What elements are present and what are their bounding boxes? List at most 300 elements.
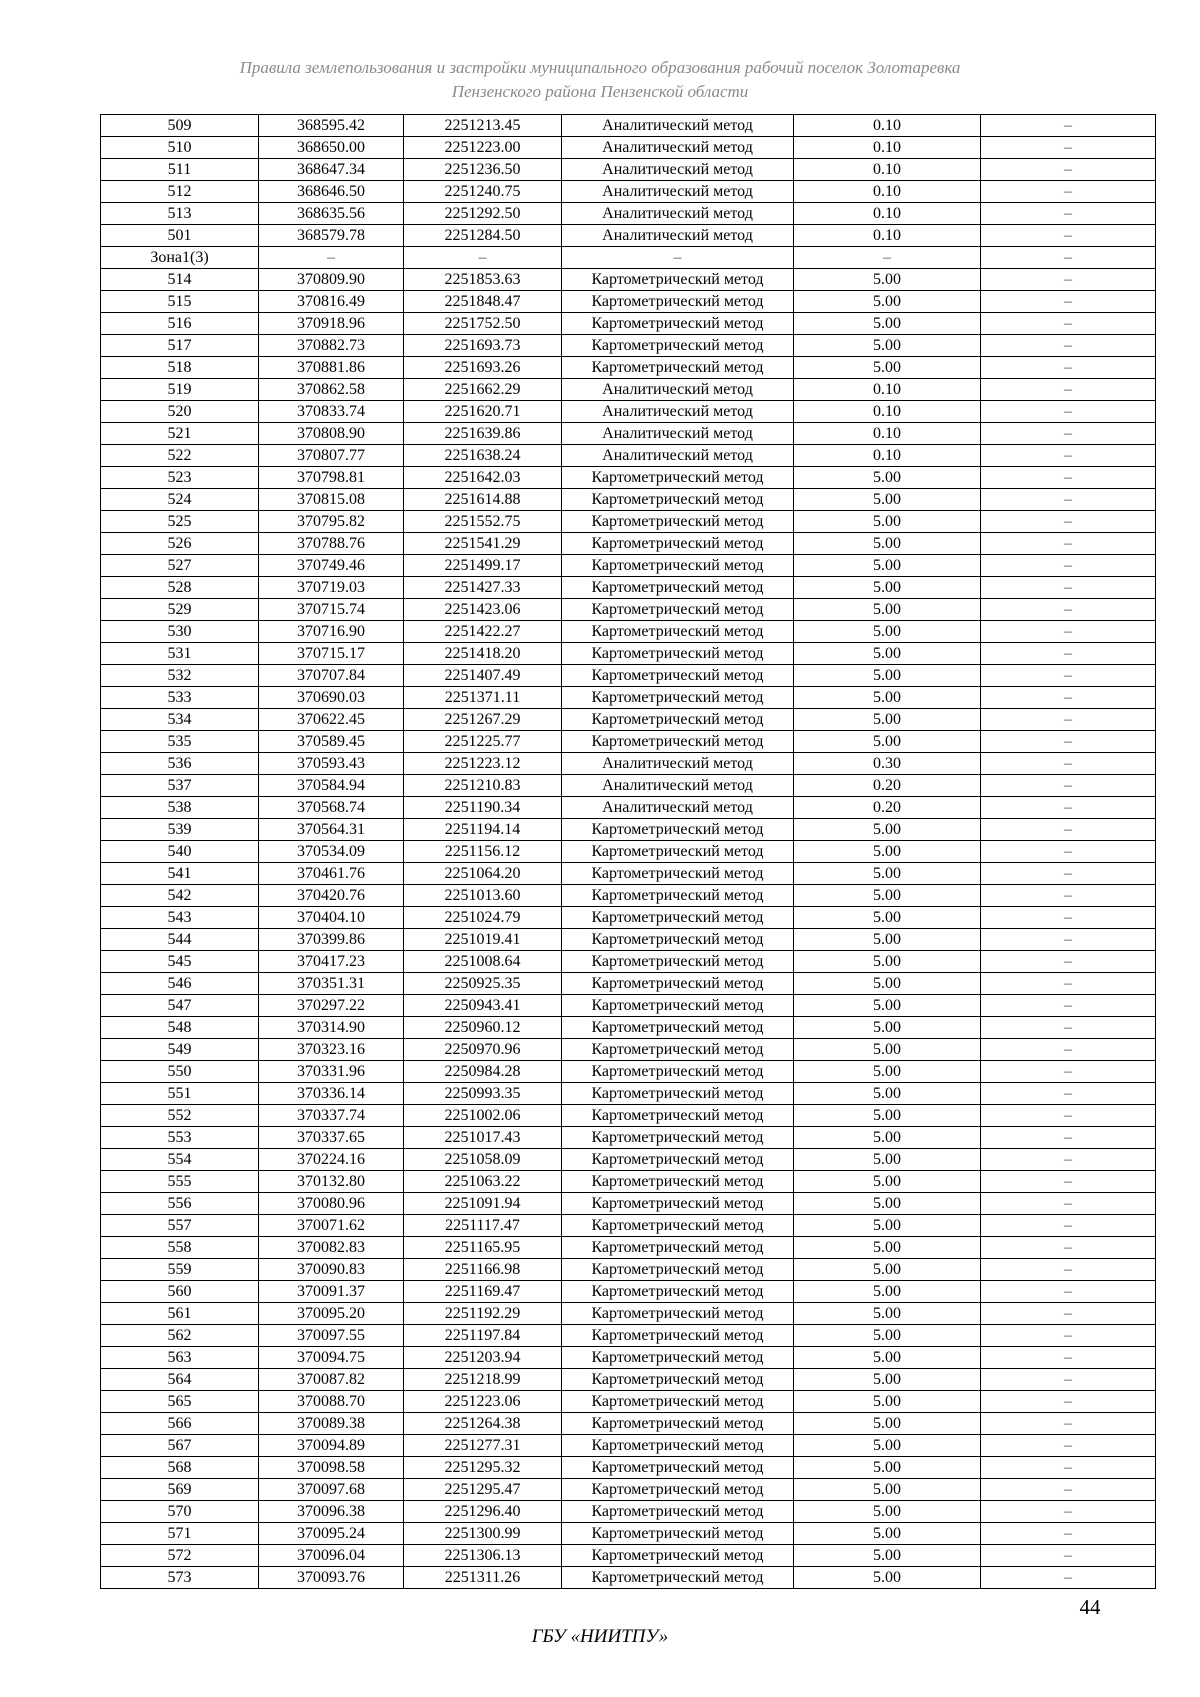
method-cell: Аналитический метод	[562, 401, 794, 423]
note-cell: –	[981, 225, 1156, 247]
method-cell: Картометрический метод	[562, 335, 794, 357]
x-coordinate-cell: 370593.43	[259, 753, 404, 775]
accuracy-cell: 0.20	[794, 775, 981, 797]
accuracy-cell: 5.00	[794, 1347, 981, 1369]
y-coordinate-cell: 2250925.35	[404, 973, 562, 995]
table-row	[101, 1391, 1156, 1413]
accuracy-cell: 5.00	[794, 885, 981, 907]
accuracy-cell: 5.00	[794, 1413, 981, 1435]
point-number-cell: 522	[101, 445, 259, 467]
accuracy-cell: 5.00	[794, 1369, 981, 1391]
accuracy-cell: 5.00	[794, 1457, 981, 1479]
y-coordinate-cell: 2251499.17	[404, 555, 562, 577]
accuracy-cell: 0.10	[794, 159, 981, 181]
note-cell: –	[981, 401, 1156, 423]
y-coordinate-cell: 2251277.31	[404, 1435, 562, 1457]
accuracy-cell: 5.00	[794, 1017, 981, 1039]
y-coordinate-cell: 2251156.12	[404, 841, 562, 863]
note-cell: –	[981, 115, 1156, 137]
table-row	[101, 775, 1156, 797]
point-number-cell: 518	[101, 357, 259, 379]
table-row	[101, 1501, 1156, 1523]
note-cell: –	[981, 709, 1156, 731]
x-coordinate-cell: 370089.38	[259, 1413, 404, 1435]
point-number-cell: 555	[101, 1171, 259, 1193]
note-cell: –	[981, 511, 1156, 533]
method-cell: Картометрический метод	[562, 1545, 794, 1567]
note-cell: –	[981, 1325, 1156, 1347]
x-coordinate-cell: 370337.65	[259, 1127, 404, 1149]
table-row	[101, 753, 1156, 775]
y-coordinate-cell: 2250960.12	[404, 1017, 562, 1039]
note-cell: –	[981, 269, 1156, 291]
y-coordinate-cell: 2251292.50	[404, 203, 562, 225]
x-coordinate-cell: 370918.96	[259, 313, 404, 335]
point-number-cell: 570	[101, 1501, 259, 1523]
y-coordinate-cell: 2250943.41	[404, 995, 562, 1017]
x-coordinate-cell: 370323.16	[259, 1039, 404, 1061]
note-cell: –	[981, 753, 1156, 775]
method-cell: Картометрический метод	[562, 665, 794, 687]
note-cell: –	[981, 533, 1156, 555]
point-number-cell: 560	[101, 1281, 259, 1303]
y-coordinate-cell: 2250993.35	[404, 1083, 562, 1105]
point-number-cell: 531	[101, 643, 259, 665]
point-number-cell: 524	[101, 489, 259, 511]
table-row	[101, 709, 1156, 731]
y-coordinate-cell: 2251240.75	[404, 181, 562, 203]
accuracy-cell: 5.00	[794, 489, 981, 511]
note-cell: –	[981, 1061, 1156, 1083]
method-cell: Аналитический метод	[562, 181, 794, 203]
y-coordinate-cell: 2251295.32	[404, 1457, 562, 1479]
method-cell: Картометрический метод	[562, 511, 794, 533]
point-number-cell: 548	[101, 1017, 259, 1039]
y-coordinate-cell: 2250984.28	[404, 1061, 562, 1083]
accuracy-cell: 5.00	[794, 1567, 981, 1589]
table-row	[101, 203, 1156, 225]
note-cell: –	[981, 599, 1156, 621]
point-number-cell: 520	[101, 401, 259, 423]
table-row	[101, 357, 1156, 379]
point-number-cell: 562	[101, 1325, 259, 1347]
accuracy-cell: 5.00	[794, 973, 981, 995]
table-row	[101, 995, 1156, 1017]
y-coordinate-cell: 2251620.71	[404, 401, 562, 423]
note-cell: –	[981, 1259, 1156, 1281]
note-cell: –	[981, 1369, 1156, 1391]
point-number-cell: 564	[101, 1369, 259, 1391]
coordinates-table-body	[101, 115, 1156, 1589]
table-row	[101, 1039, 1156, 1061]
table-row	[101, 1127, 1156, 1149]
note-cell: –	[981, 555, 1156, 577]
method-cell: Картометрический метод	[562, 1435, 794, 1457]
y-coordinate-cell: 2251223.06	[404, 1391, 562, 1413]
table-row	[101, 1215, 1156, 1237]
note-cell: –	[981, 313, 1156, 335]
accuracy-cell: –	[794, 247, 981, 269]
accuracy-cell: 0.30	[794, 753, 981, 775]
table-row	[101, 1193, 1156, 1215]
point-number-cell: 544	[101, 929, 259, 951]
note-cell: –	[981, 951, 1156, 973]
accuracy-cell: 5.00	[794, 709, 981, 731]
point-number-cell: 516	[101, 313, 259, 335]
point-number-cell: 547	[101, 995, 259, 1017]
y-coordinate-cell: 2251642.03	[404, 467, 562, 489]
point-number-cell: 565	[101, 1391, 259, 1413]
y-coordinate-cell: 2251693.26	[404, 357, 562, 379]
point-number-cell: 552	[101, 1105, 259, 1127]
note-cell: –	[981, 1083, 1156, 1105]
point-number-cell: 536	[101, 753, 259, 775]
table-row	[101, 1523, 1156, 1545]
x-coordinate-cell: 370404.10	[259, 907, 404, 929]
y-coordinate-cell: 2251662.29	[404, 379, 562, 401]
table-row	[101, 929, 1156, 951]
accuracy-cell: 5.00	[794, 1259, 981, 1281]
x-coordinate-cell: 370815.08	[259, 489, 404, 511]
y-coordinate-cell: 2251541.29	[404, 533, 562, 555]
method-cell: Картометрический метод	[562, 973, 794, 995]
table-row	[101, 1171, 1156, 1193]
table-row	[101, 1435, 1156, 1457]
table-row	[101, 335, 1156, 357]
note-cell: –	[981, 467, 1156, 489]
accuracy-cell: 5.00	[794, 1061, 981, 1083]
note-cell: –	[981, 1347, 1156, 1369]
method-cell: Картометрический метод	[562, 599, 794, 621]
method-cell: Картометрический метод	[562, 1193, 794, 1215]
accuracy-cell: 5.00	[794, 1545, 981, 1567]
x-coordinate-cell: 370808.90	[259, 423, 404, 445]
x-coordinate-cell: 368635.56	[259, 203, 404, 225]
accuracy-cell: 0.10	[794, 115, 981, 137]
y-coordinate-cell: 2251638.24	[404, 445, 562, 467]
x-coordinate-cell: 370622.45	[259, 709, 404, 731]
accuracy-cell: 0.20	[794, 797, 981, 819]
accuracy-cell: 5.00	[794, 1479, 981, 1501]
header-line-2: Пензенского района Пензенской области	[451, 82, 749, 101]
x-coordinate-cell: 370093.76	[259, 1567, 404, 1589]
note-cell: –	[981, 885, 1156, 907]
y-coordinate-cell: 2251225.77	[404, 731, 562, 753]
point-number-cell: 515	[101, 291, 259, 313]
x-coordinate-cell: 370882.73	[259, 335, 404, 357]
point-number-cell: 523	[101, 467, 259, 489]
method-cell: –	[562, 247, 794, 269]
method-cell: Картометрический метод	[562, 643, 794, 665]
table-row	[101, 1457, 1156, 1479]
y-coordinate-cell: 2251197.84	[404, 1325, 562, 1347]
table-row	[101, 1479, 1156, 1501]
accuracy-cell: 5.00	[794, 555, 981, 577]
method-cell: Аналитический метод	[562, 203, 794, 225]
method-cell: Картометрический метод	[562, 1501, 794, 1523]
method-cell: Картометрический метод	[562, 1083, 794, 1105]
point-number-cell: 535	[101, 731, 259, 753]
method-cell: Аналитический метод	[562, 225, 794, 247]
point-number-cell: 537	[101, 775, 259, 797]
note-cell: –	[981, 159, 1156, 181]
accuracy-cell: 5.00	[794, 643, 981, 665]
accuracy-cell: 0.10	[794, 181, 981, 203]
y-coordinate-cell: 2251418.20	[404, 643, 562, 665]
accuracy-cell: 5.00	[794, 819, 981, 841]
note-cell: –	[981, 1479, 1156, 1501]
accuracy-cell: 0.10	[794, 203, 981, 225]
point-number-cell: 563	[101, 1347, 259, 1369]
point-number-cell: 540	[101, 841, 259, 863]
accuracy-cell: 5.00	[794, 599, 981, 621]
table-row	[101, 313, 1156, 335]
accuracy-cell: 5.00	[794, 1325, 981, 1347]
y-coordinate-cell: 2251210.83	[404, 775, 562, 797]
note-cell: –	[981, 1413, 1156, 1435]
note-cell: –	[981, 247, 1156, 269]
y-coordinate-cell: 2251190.34	[404, 797, 562, 819]
point-number-cell: 543	[101, 907, 259, 929]
table-row	[101, 115, 1156, 137]
method-cell: Картометрический метод	[562, 1105, 794, 1127]
note-cell: –	[981, 643, 1156, 665]
x-coordinate-cell: 370297.22	[259, 995, 404, 1017]
point-number-cell: 527	[101, 555, 259, 577]
table-row	[101, 819, 1156, 841]
method-cell: Картометрический метод	[562, 1303, 794, 1325]
x-coordinate-cell: 370098.58	[259, 1457, 404, 1479]
point-number-cell: 534	[101, 709, 259, 731]
y-coordinate-cell: 2251213.45	[404, 115, 562, 137]
point-number-cell: 545	[101, 951, 259, 973]
accuracy-cell: 5.00	[794, 533, 981, 555]
y-coordinate-cell: 2251306.13	[404, 1545, 562, 1567]
table-row	[101, 1545, 1156, 1567]
x-coordinate-cell: 370094.75	[259, 1347, 404, 1369]
accuracy-cell: 5.00	[794, 577, 981, 599]
page-number: 44	[1079, 1595, 1101, 1619]
header-line-1: Правила землепользования и застройки муниципального образования рабочий поселок Золотаревка	[239, 58, 961, 77]
accuracy-cell: 5.00	[794, 1127, 981, 1149]
y-coordinate-cell: 2251058.09	[404, 1149, 562, 1171]
table-row	[101, 401, 1156, 423]
method-cell: Картометрический метод	[562, 1259, 794, 1281]
point-number-cell: 501	[101, 225, 259, 247]
method-cell: Картометрический метод	[562, 1523, 794, 1545]
point-number-cell: 528	[101, 577, 259, 599]
method-cell: Картометрический метод	[562, 555, 794, 577]
accuracy-cell: 5.00	[794, 1391, 981, 1413]
note-cell: –	[981, 1303, 1156, 1325]
table-row	[101, 555, 1156, 577]
point-number-cell: 549	[101, 1039, 259, 1061]
accuracy-cell: 5.00	[794, 335, 981, 357]
point-number-cell: 510	[101, 137, 259, 159]
method-cell: Картометрический метод	[562, 1127, 794, 1149]
x-coordinate-cell: 370417.23	[259, 951, 404, 973]
method-cell: Картометрический метод	[562, 1281, 794, 1303]
method-cell: Картометрический метод	[562, 269, 794, 291]
accuracy-cell: 5.00	[794, 1193, 981, 1215]
x-coordinate-cell: 370568.74	[259, 797, 404, 819]
method-cell: Картометрический метод	[562, 687, 794, 709]
point-number-cell: 559	[101, 1259, 259, 1281]
note-cell: –	[981, 907, 1156, 929]
accuracy-cell: 0.10	[794, 401, 981, 423]
point-number-cell: 532	[101, 665, 259, 687]
table-row	[101, 137, 1156, 159]
note-cell: –	[981, 577, 1156, 599]
accuracy-cell: 0.10	[794, 423, 981, 445]
table-row	[101, 951, 1156, 973]
point-number-cell: 572	[101, 1545, 259, 1567]
method-cell: Аналитический метод	[562, 115, 794, 137]
y-coordinate-cell: 2251019.41	[404, 929, 562, 951]
point-number-cell: 517	[101, 335, 259, 357]
table-row	[101, 1281, 1156, 1303]
method-cell: Картометрический метод	[562, 1457, 794, 1479]
accuracy-cell: 5.00	[794, 841, 981, 863]
note-cell: –	[981, 995, 1156, 1017]
point-number-cell: Зона1(3)	[101, 247, 259, 269]
method-cell: Аналитический метод	[562, 445, 794, 467]
table-row	[101, 159, 1156, 181]
note-cell: –	[981, 1281, 1156, 1303]
point-number-cell: 530	[101, 621, 259, 643]
y-coordinate-cell: 2251013.60	[404, 885, 562, 907]
method-cell: Картометрический метод	[562, 995, 794, 1017]
y-coordinate-cell: 2251284.50	[404, 225, 562, 247]
table-row	[101, 269, 1156, 291]
note-cell: –	[981, 423, 1156, 445]
accuracy-cell: 5.00	[794, 357, 981, 379]
accuracy-cell: 5.00	[794, 863, 981, 885]
table-row	[101, 1413, 1156, 1435]
accuracy-cell: 5.00	[794, 951, 981, 973]
note-cell: –	[981, 775, 1156, 797]
x-coordinate-cell: 370095.24	[259, 1523, 404, 1545]
table-row	[101, 797, 1156, 819]
note-cell: –	[981, 1501, 1156, 1523]
point-number-cell: 539	[101, 819, 259, 841]
point-number-cell: 556	[101, 1193, 259, 1215]
method-cell: Картометрический метод	[562, 1369, 794, 1391]
table-row	[101, 225, 1156, 247]
method-cell: Картометрический метод	[562, 1391, 794, 1413]
x-coordinate-cell: 370719.03	[259, 577, 404, 599]
point-number-cell: 542	[101, 885, 259, 907]
note-cell: –	[981, 1105, 1156, 1127]
table-row	[101, 599, 1156, 621]
table-row	[101, 379, 1156, 401]
y-coordinate-cell: 2251639.86	[404, 423, 562, 445]
accuracy-cell: 5.00	[794, 665, 981, 687]
y-coordinate-cell: 2251223.00	[404, 137, 562, 159]
x-coordinate-cell: 370399.86	[259, 929, 404, 951]
y-coordinate-cell: 2251407.49	[404, 665, 562, 687]
accuracy-cell: 5.00	[794, 269, 981, 291]
y-coordinate-cell: 2251300.99	[404, 1523, 562, 1545]
x-coordinate-cell: 370715.74	[259, 599, 404, 621]
accuracy-cell: 5.00	[794, 1501, 981, 1523]
table-row	[101, 621, 1156, 643]
point-number-cell: 541	[101, 863, 259, 885]
accuracy-cell: 5.00	[794, 687, 981, 709]
y-coordinate-cell: 2251853.63	[404, 269, 562, 291]
note-cell: –	[981, 1545, 1156, 1567]
point-number-cell: 525	[101, 511, 259, 533]
x-coordinate-cell: 370795.82	[259, 511, 404, 533]
table-row	[101, 973, 1156, 995]
note-cell: –	[981, 1215, 1156, 1237]
x-coordinate-cell: 370080.96	[259, 1193, 404, 1215]
page-footer: ГБУ «НИИТПУ»	[531, 1626, 669, 1647]
x-coordinate-cell: 370833.74	[259, 401, 404, 423]
coordinates-table	[100, 114, 1156, 1589]
y-coordinate-cell: 2251236.50	[404, 159, 562, 181]
x-coordinate-cell: 370351.31	[259, 973, 404, 995]
point-number-cell: 561	[101, 1303, 259, 1325]
note-cell: –	[981, 1149, 1156, 1171]
note-cell: –	[981, 841, 1156, 863]
note-cell: –	[981, 731, 1156, 753]
point-number-cell: 568	[101, 1457, 259, 1479]
y-coordinate-cell: 2251693.73	[404, 335, 562, 357]
note-cell: –	[981, 1039, 1156, 1061]
y-coordinate-cell: –	[404, 247, 562, 269]
y-coordinate-cell: 2251117.47	[404, 1215, 562, 1237]
note-cell: –	[981, 445, 1156, 467]
y-coordinate-cell: 2251371.11	[404, 687, 562, 709]
point-number-cell: 546	[101, 973, 259, 995]
point-number-cell: 512	[101, 181, 259, 203]
accuracy-cell: 5.00	[794, 1171, 981, 1193]
method-cell: Аналитический метод	[562, 797, 794, 819]
x-coordinate-cell: 370331.96	[259, 1061, 404, 1083]
x-coordinate-cell: 370090.83	[259, 1259, 404, 1281]
method-cell: Картометрический метод	[562, 1017, 794, 1039]
point-number-cell: 513	[101, 203, 259, 225]
method-cell: Картометрический метод	[562, 863, 794, 885]
accuracy-cell: 5.00	[794, 1083, 981, 1105]
point-number-cell: 533	[101, 687, 259, 709]
accuracy-cell: 5.00	[794, 1039, 981, 1061]
x-coordinate-cell: 370420.76	[259, 885, 404, 907]
method-cell: Аналитический метод	[562, 775, 794, 797]
x-coordinate-cell: 370097.55	[259, 1325, 404, 1347]
method-cell: Картометрический метод	[562, 841, 794, 863]
table-row	[101, 533, 1156, 555]
table-row	[101, 1061, 1156, 1083]
method-cell: Картометрический метод	[562, 1149, 794, 1171]
x-coordinate-cell: 370798.81	[259, 467, 404, 489]
y-coordinate-cell: 2251422.27	[404, 621, 562, 643]
y-coordinate-cell: 2251002.06	[404, 1105, 562, 1127]
x-coordinate-cell: 368595.42	[259, 115, 404, 137]
table-row	[101, 1259, 1156, 1281]
table-row	[101, 1567, 1156, 1589]
y-coordinate-cell: 2251064.20	[404, 863, 562, 885]
x-coordinate-cell: 370091.37	[259, 1281, 404, 1303]
x-coordinate-cell: 370584.94	[259, 775, 404, 797]
table-row	[101, 1149, 1156, 1171]
point-number-cell: 553	[101, 1127, 259, 1149]
accuracy-cell: 0.10	[794, 445, 981, 467]
accuracy-cell: 5.00	[794, 1435, 981, 1457]
y-coordinate-cell: 2251218.99	[404, 1369, 562, 1391]
accuracy-cell: 5.00	[794, 1523, 981, 1545]
